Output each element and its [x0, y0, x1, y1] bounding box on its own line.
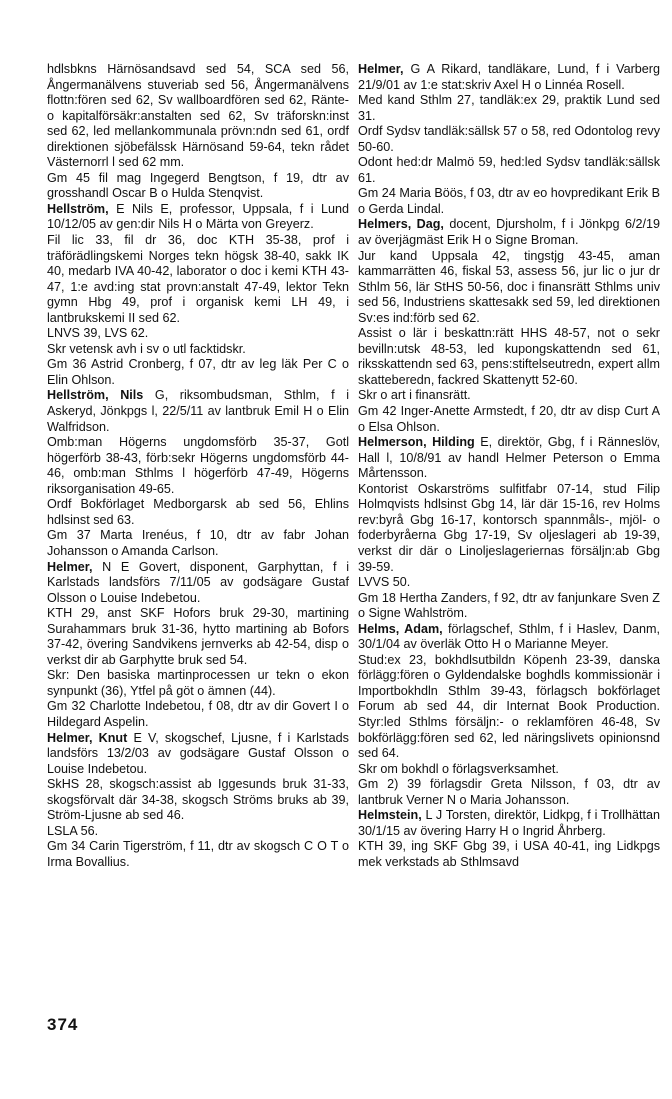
entry-text: Fil lic 33, fil dr 36, doc KTH 35-38, prof i träförädlingskemi Norges tekn högsk 38-40, sakk IK 40, medarb IVA 40-42, laborator o doc i kemi KTH 43-47, 1:e avd:ing stat provn:anstalt 47-49, lektor Tekn gymn Hbg 49, prof i organisk kemi LH 49, i lantbrukskemi II sed 62. — [47, 233, 349, 325]
entry-text: LVVS 50. — [358, 575, 411, 590]
entry-name: Hellström, — [47, 201, 109, 216]
entry-paragraph — [47, 668, 349, 699]
left-column — [47, 62, 349, 870]
entry-paragraph — [358, 762, 660, 778]
entry-heading-paragraph — [47, 560, 349, 607]
entry-paragraph — [47, 528, 349, 559]
entry-name: Hellström, Nils — [47, 388, 144, 403]
entry-paragraph — [358, 388, 660, 404]
entry-text: Ordf Bokförlaget Medborgarsk ab sed 56, Ehlins hdlsinst sed 63. — [47, 497, 349, 527]
entry-paragraph — [358, 186, 660, 217]
entry-text: Gm 45 fil mag Ingegerd Bengtson, f 19, dtr av grosshandl Oscar B o Hulda Stenqvist. — [47, 170, 349, 201]
entry-name: Helmerson, Hilding — [358, 435, 475, 450]
entry-text: KTH 39, ing SKF Gbg 39, i USA 40-41, ing Lidkpgs mek verkstads ab Sthlmsavd — [358, 839, 660, 869]
entry-heading-paragraph — [47, 731, 349, 778]
entry-text: SkHS 28, skogsch:assist ab Iggesunds bruk 31-33, skogsförvalt där 34-38, skogsch Ströms bruks ab 39, Ström-Ljusne ab sed 46. — [47, 777, 349, 823]
entry-heading-paragraph — [358, 435, 660, 482]
entry-paragraph — [358, 93, 660, 124]
entry-text: G, riksombudsman, Sthlm, f i Askeryd, Jönkpgs l, 22/5/11 av lantbruk Emil H o Elin Walfridson. — [47, 388, 349, 434]
entry-text: L J Torsten, direktör, Lidkpg, f i Trollhättan 30/1/15 av övering Harry H o Ingrid Åhrberg. — [358, 808, 660, 838]
entry-name: Helmer, — [47, 559, 93, 574]
entry-paragraph — [47, 777, 349, 824]
entry-text: E V, skogschef, Ljusne, f i Karlstads landsförs 13/2/03 av godsägare Gustaf Olsson o Louise Indebetou. — [47, 730, 349, 776]
entry-paragraph — [358, 404, 660, 435]
entry-heading-paragraph — [358, 217, 660, 248]
page-number: 374 — [47, 1015, 79, 1034]
entry-paragraph — [358, 839, 660, 870]
entry-text: Gm 42 Inger-Anette Armstedt, f 20, dtr av disp Curt A o Elsa Ohlson. — [358, 404, 660, 434]
entry-name: Helmers, Dag, — [358, 217, 444, 232]
entry-text: Skr: Den basiska martinprocessen ur tekn o ekon synpunkt (36), Ytfel på göt o ämnen (44). — [47, 668, 349, 698]
entry-paragraph — [358, 653, 660, 762]
entry-paragraph — [358, 591, 660, 622]
right-column — [358, 62, 660, 870]
entry-paragraph — [47, 699, 349, 730]
entry-paragraph — [47, 824, 349, 840]
entry-text: hdlsbkns Härnösandsavd sed 54, SCA sed 56, Ångermanälvens stuveriab sed 56, Ångermanälvens flottn:fören sed 62, Sv wallboardfören sed 62, Ränte- o kapitalförsäkr:anstalten sed 62, Sv träforskn:inst sed 62, led mellankommunala prövn:ndn sed 61, ordf direktionen sjöbefälssk Härnösand 59-64, tekn rådet Västernorrl l sed 62 mm. — [47, 62, 349, 170]
entry-text: Skr vetensk avh i sv o utl facktidskr. — [47, 341, 246, 356]
entry-paragraph — [358, 249, 660, 327]
entry-text: Stud:ex 23, bokhdlsutbildn Köpenh 23-39, danska förlägg:fören o Gyldendalske boghdls kommissionär i Importbokhdln Sthlm 39-43, förlagsch bokförlaget Forum ab sed 44, dir Internat Book Production. Styr:led Sthlms försäljn:- o reklamfören 46-48, Sv bokförlägg:fören sed 62, led näringslivets opinionsnd sed 64. — [358, 652, 660, 761]
entry-text: E, direktör, Gbg, f i Ränneslöv, Hall l, 10/8/91 av handl Helmer Peterson o Emma Mårtensson. — [358, 435, 660, 481]
entry-text: KTH 29, anst SKF Hofors bruk 29-30, martining Surahammars bruk 31-36, hyttο martining ab Bofors 37-42, övering Sandvikens jernverks ab 42-54, disp o verkst dir ab Garphytte bruk sed 54. — [47, 606, 349, 667]
entry-text: Gm 32 Charlotte Indebetou, f 08, dtr av dir Govert I o Hildegard Aspelin. — [47, 699, 349, 729]
entry-heading-paragraph — [47, 388, 349, 435]
entry-name: Helmstein, — [358, 808, 422, 823]
entry-paragraph — [47, 357, 349, 388]
entry-paragraph — [47, 342, 349, 358]
entry-heading-paragraph — [358, 808, 660, 839]
entry-paragraph — [47, 435, 349, 497]
entry-text: Skr om bokhdl o förlagsverksamhet. — [358, 761, 559, 776]
entry-text: Ordf Sydsv tandläk:sällsk 57 o 58, red Odontolog revy 50-60. — [358, 124, 660, 154]
entry-text: LSLA 56. — [47, 823, 99, 838]
entry-text: Skr o art i finansrätt. — [358, 388, 471, 403]
entry-text: Jur kand Uppsala 42, tingstjg 43-45, aman kammarrätten 46, fiskal 53, assess 56, jur lic o jur dr Sthlm 56, lär StHS 50-56, doc i finansrätt Sthlms univ sed 56, Industriens skattesakk sed 59, led direktionen Sv:es ind:förb sed 62. — [358, 248, 660, 325]
entry-paragraph — [358, 575, 660, 591]
entry-paragraph — [358, 155, 660, 186]
entry-text: Gm 2) 39 förlagsdir Greta Nilsson, f 03, dtr av lantbruk Verner N o Maria Johansson. — [358, 777, 660, 807]
entry-text: Gm 34 Carin Tigerström, f 11, dtr av skogsch C O T o Irma Bovallius. — [47, 839, 349, 869]
entry-name: Helmer, — [358, 62, 404, 76]
entry-name: Helmer, Knut — [47, 730, 128, 745]
entry-paragraph — [47, 62, 349, 171]
entry-text: docent, Djursholm, f i Jönkpg 6/2/19 av överjägmäst Erik H o Signe Broman. — [358, 217, 660, 248]
entry-paragraph — [47, 497, 349, 528]
entry-text: Gm 36 Astrid Cronberg, f 07, dtr av leg läk Per C o Elin Ohlson. — [47, 357, 349, 387]
entry-paragraph — [358, 326, 660, 388]
entry-text: Med kand Sthlm 27, tandläk:ex 29, praktik Lund sed 31. — [358, 93, 660, 123]
entry-paragraph — [47, 326, 349, 342]
entry-text: Gm 24 Maria Böös, f 03, dtr av eo hovpredikant Erik B o Gerda Lindal. — [358, 186, 660, 216]
entry-text: E Nils E, professor, Uppsala, f i Lund 10/12/05 av gen:dir Nils H o Märta von Greyerz. — [47, 201, 349, 232]
entry-text: Kontorist Oskarströms sulfitfabr 07-14, stud Filip Holmqvists hdlsinst Gbg 14, lär där 15-16, rev Holms rev:byrå Gbg 16-17, kontorsch spannmåls-, mjöl- o foderbyråerna Gbg 17-19, Sv oljeslageri ab 19-39, verkst dir där o Linoljeslageriernas försäljn:ab Gbg 39-59. — [358, 481, 660, 574]
entry-paragraph — [47, 233, 349, 326]
entry-text: Gm 37 Marta Irenéus, f 10, dtr av fabr Johan Johansson o Amanda Carlson. — [47, 528, 349, 558]
entry-text: G A Rikard, tandläkare, Lund, f i Varberg 21/9/01 av 1:e stat:skriv Axel H o Linnéa Rosell. — [358, 62, 660, 92]
entry-paragraph — [47, 839, 349, 870]
entry-heading-paragraph — [47, 202, 349, 233]
entry-paragraph — [358, 777, 660, 808]
entry-text: Omb:man Högerns ungdomsförb 35-37, Gotl högerförb 38-43, förb:sekr Högerns ungdomsförb 44-46, omb:man Sthlms l högerförb 47-49, Högerns riksorganisation 49-65. — [47, 435, 349, 496]
entry-text: Gm 18 Hertha Zanders, f 92, dtr av fanjunkare Sven Z o Signe Wahlström. — [358, 590, 660, 621]
entry-text: Odont hed:dr Malmö 59, hed:led Sydsv tandläk:sällsk 61. — [358, 155, 660, 185]
entry-text: N E Govert, disponent, Garphyttan, f i Karlstads landsförs 7/11/05 av godsägare Gustaf Olsson o Louise Indebetou. — [47, 559, 349, 605]
entry-paragraph — [358, 482, 660, 575]
entry-heading-paragraph — [358, 62, 660, 93]
entry-paragraph — [358, 124, 660, 155]
entry-text: Assist o lär i beskattn:rätt HHS 48-57, not o sekr bevilln:utsk 48-53, led kupongskattendn sed 61, riksskattendn sed 63, pens:stiftelseutredn, expert allm skatteberedn, fackred Skattenytt 52-60. — [358, 326, 660, 387]
entry-heading-paragraph — [358, 622, 660, 653]
entry-text: förlagschef, Sthlm, f i Haslev, Danm, 30/1/04 av överläk Otto H o Marianne Meyer. — [358, 621, 660, 652]
entry-paragraph — [47, 606, 349, 668]
entry-text: LNVS 39, LVS 62. — [47, 326, 149, 341]
entry-paragraph — [47, 171, 349, 202]
entry-name: Helms, Adam, — [358, 621, 443, 636]
